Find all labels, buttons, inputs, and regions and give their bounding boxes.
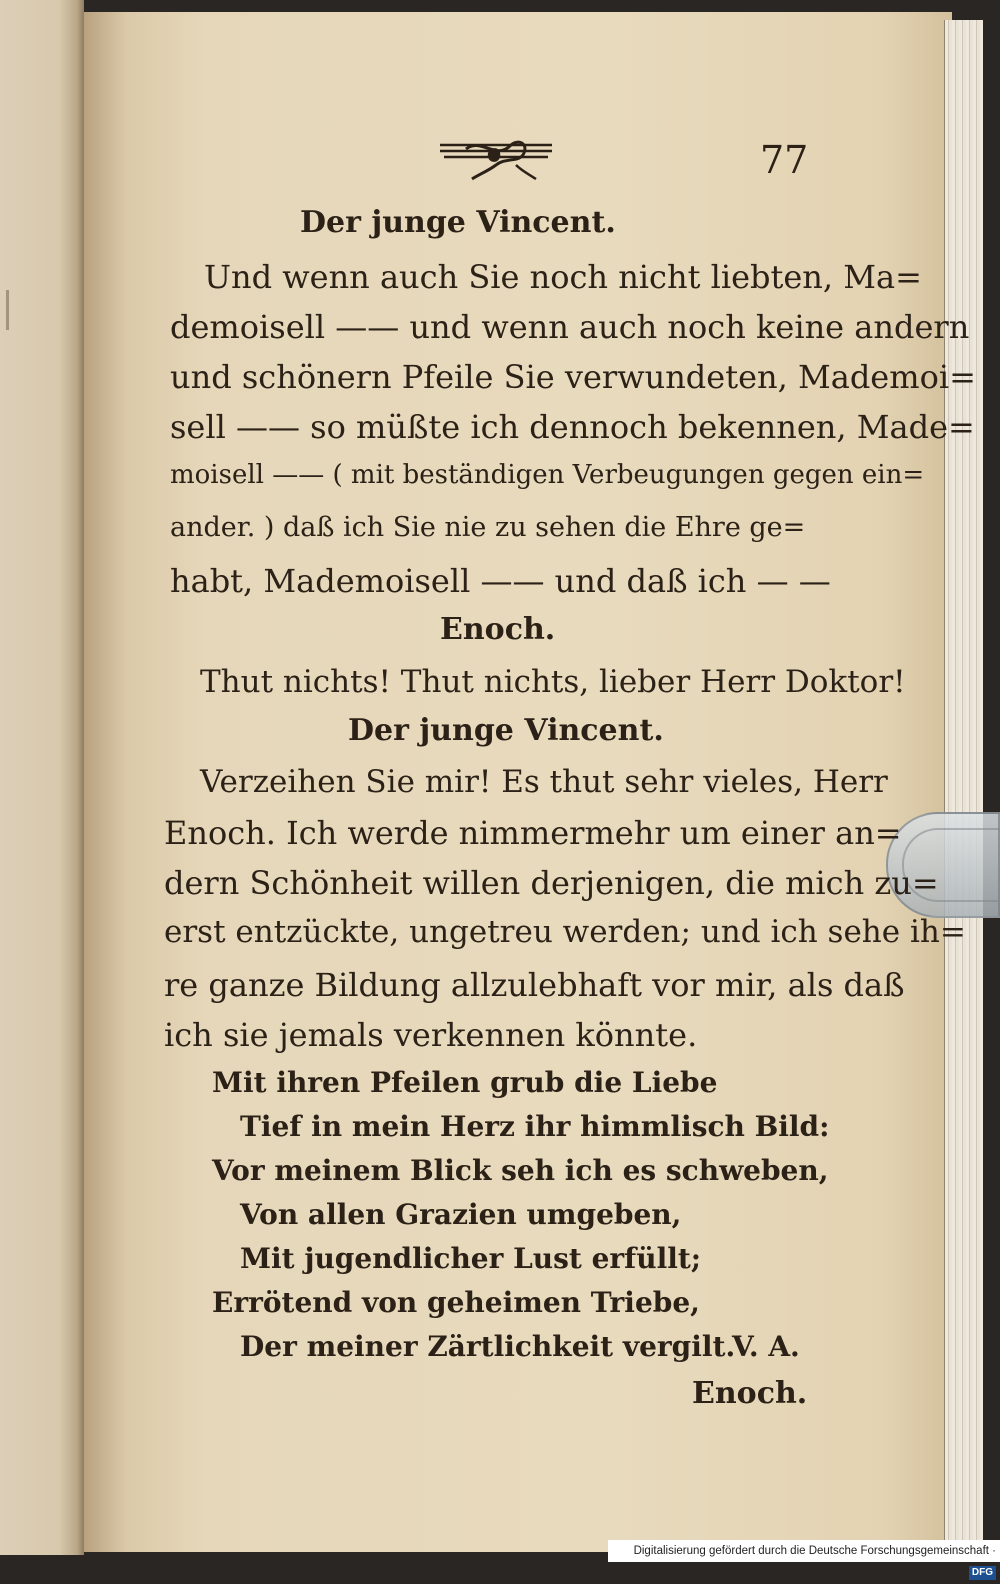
page-mark [6,290,9,330]
text-line: re ganze Bildung allzulebhaft vor mir, als daß [164,966,905,1004]
page-number: 77 [760,138,809,182]
dfg-logo: DFG [969,1566,996,1580]
verse-line: Tief in mein Herz ihr himmlisch Bild: [240,1110,830,1143]
text-line: habt, Mademoisell —— und daß ich — — [170,562,831,600]
speaker-name: Der junge Vincent. [300,205,616,240]
text-line: Und wenn auch Sie noch nicht liebten, Ma= [204,258,922,296]
text-line: demoisell —— und wenn auch noch keine andern [170,308,970,346]
verse-signature: V. A. [732,1330,800,1363]
text-line: erst entzückte, ungetreu werden; und ich sehe ih= [164,914,966,950]
text-line: ander. ) daß ich Sie nie zu sehen die Ehre ge= [170,512,806,543]
speaker-name: Enoch. [440,612,556,647]
speaker-name: Der junge Vincent. [348,713,664,748]
verse-line: Vor meinem Blick seh ich es schweben, [212,1154,829,1187]
catchword: Enoch. [692,1376,808,1411]
digitization-footer [608,1540,1000,1578]
text-line: Thut nichts! Thut nichts, lieber Herr Doktor! [200,664,906,700]
verse-line: Mit ihren Pfeilen grub die Liebe [212,1066,718,1099]
page-stack-edge [944,20,983,1545]
text-line: dern Schönheit willen derjenigen, die mich zu= [164,864,939,902]
text-line: ich sie jemals verkennen könnte. [164,1016,698,1054]
verse-line: Der meiner Zärtlichkeit vergilt. [240,1330,736,1363]
verse-line: Mit jugendlicher Lust erfüllt; [240,1242,702,1275]
verse-line: Von allen Grazien umgeben, [240,1198,682,1231]
verse-line: Errötend von geheimen Triebe, [212,1286,700,1319]
text-line: moisell —— ( mit beständigen Verbeugungen gegen ein= [170,460,925,490]
text-line: und schönern Pfeile Sie verwundeten, Mademoi= [170,358,976,396]
text-line: Enoch. Ich werde nimmermehr um einer an= [164,814,902,852]
text-line: sell —— so müßte ich dennoch bekennen, Made= [170,408,975,446]
left-page-edge [0,0,84,1555]
ornament-icon [436,135,556,183]
text-line: Verzeihen Sie mir! Es thut sehr vieles, Herr [200,764,888,800]
footer-text: Digitalisierung gefördert durch die Deutsche Forschungsgemeinschaft · [633,1545,996,1557]
